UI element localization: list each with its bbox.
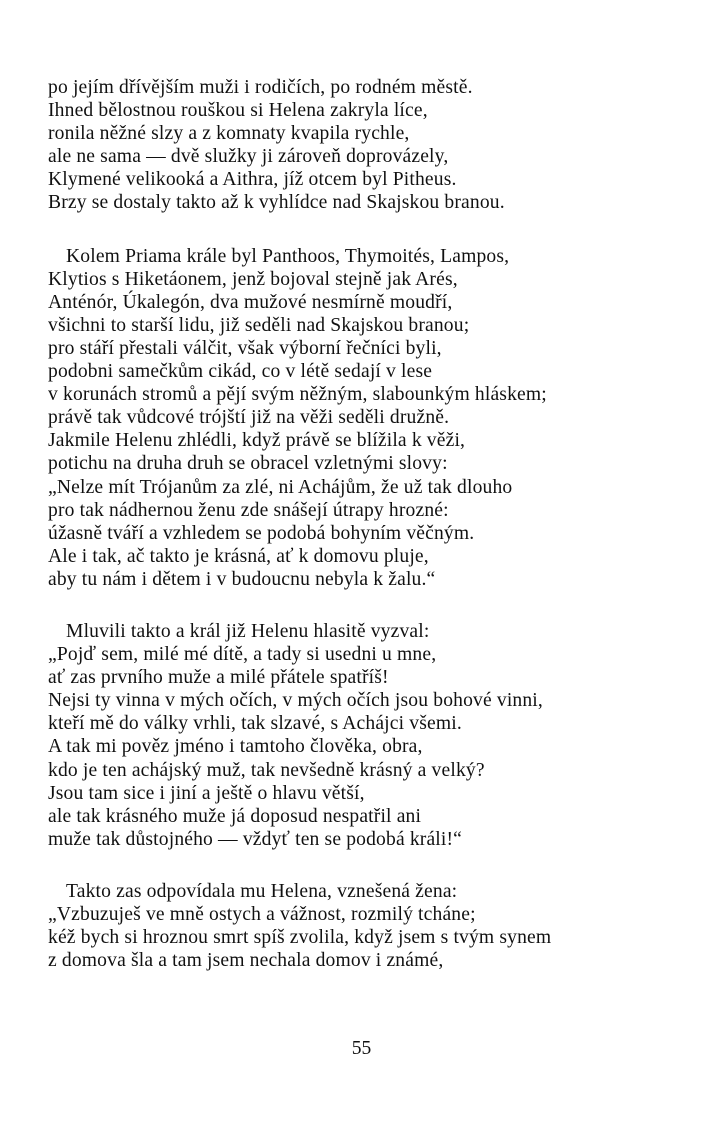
verse-line: v korunách stromů a pějí svým něžným, slabounkým hláskem; <box>48 384 547 406</box>
verse-line: „Nelze mít Trójanům za zlé, ni Achájům, že už tak dlouho <box>48 476 513 498</box>
verse-line: úžasně tváří a vzhledem se podobá bohyním věčným. <box>48 522 475 544</box>
stanza <box>48 76 708 215</box>
verse-line: Klytios s Hiketáonem, jenž bojoval stejně jak Arés, <box>48 268 458 290</box>
verse-line: Takto zas odpovídala mu Helena, vznešená žena: <box>66 880 458 902</box>
verse-line: kdo je ten achájský muž, tak nevšedně krásný a velký? <box>48 759 485 781</box>
verse-line: z domova šla a tam jsem nechala domov i známé, <box>48 950 444 972</box>
verse-line: ale tak krásného muže já doposud nespatřil ani <box>48 805 422 827</box>
verse-line: všichni to starší lidu, již seděli nad Skajskou branou; <box>48 314 470 336</box>
verse-line: Ihned bělostnou rouškou si Helena zakryla líce, <box>48 100 428 122</box>
verse-line: Anténór, Úkalegón, dva mužové nesmírně moudří, <box>48 291 453 313</box>
stanza <box>48 620 708 851</box>
verse-line: Jsou tam sice i jiní a ještě o hlavu větší, <box>48 782 365 804</box>
stanza <box>48 245 708 591</box>
verse-line: podobni samečkům cikád, co v létě sedají v lese <box>48 361 433 383</box>
verse-line: „Pojď sem, milé mé dítě, a tady si usedni u mne, <box>48 644 437 666</box>
verse-line: ale ne sama — dvě služky ji zároveň doprovázely, <box>48 146 449 168</box>
verse-line: aby tu nám i dětem i v budoucnu nebyla k žalu.“ <box>48 568 436 590</box>
verse-line: kteří mě do války vrhli, tak slzavé, s Achájci všemi. <box>48 713 462 735</box>
verse-line: Ale i tak, ač takto je krásná, ať k domovu pluje, <box>48 545 429 567</box>
verse-line: pro stáří přestali válčit, však výborní řečníci byli, <box>48 337 442 359</box>
verse-line: A tak mi pověz jméno i tamtoho člověka, obra, <box>48 736 423 758</box>
verse-line: „Vzbuzuješ ve mně ostych a vážnost, rozmilý tcháne; <box>48 904 476 925</box>
verse-line: právě tak vůdcové trójští již na věži seděli družně. <box>48 407 450 429</box>
verse-line: kéž bych si hroznou smrt spíš zvolila, když jsem s tvým synem <box>48 927 552 949</box>
verse-line: Nejsi ty vinna v mých očích, v mých očích jsou bohové vinni, <box>48 690 543 712</box>
verse-line: po jejím dřívějším muži i rodičích, po rodném městě. <box>48 77 473 98</box>
verse-line: Mluvili takto a král již Helenu hlasitě vyzval: <box>66 620 430 642</box>
verse-line: ať zas prvního muže a milé přátele spatříš! <box>48 667 389 689</box>
verse-line: muže tak důstojného — vždyť ten se podobá králi!“ <box>48 828 463 850</box>
stanza <box>48 880 708 972</box>
verse-line: Kolem Priama krále byl Panthoos, Thymoités, Lampos, <box>66 245 510 267</box>
page-number: 55 <box>351 1038 372 1059</box>
verse-line: pro tak nádhernou ženu zde snášejí útrapy hrozné: <box>48 499 449 521</box>
poem-text <box>48 76 708 1001</box>
verse-line: Brzy se dostaly takto až k vyhlídce nad Skajskou branou. <box>48 192 505 214</box>
verse-line: Klymené velikooká a Aithra, jíž otcem byl Pitheus. <box>48 169 457 191</box>
verse-line: Jakmile Helenu zhlédli, když právě se blížila k věži, <box>48 430 466 452</box>
verse-line: potichu na druha druh se obracel vzletnými slovy: <box>48 453 448 475</box>
verse-line: ronila něžné slzy a z komnaty kvapila rychle, <box>48 123 410 145</box>
